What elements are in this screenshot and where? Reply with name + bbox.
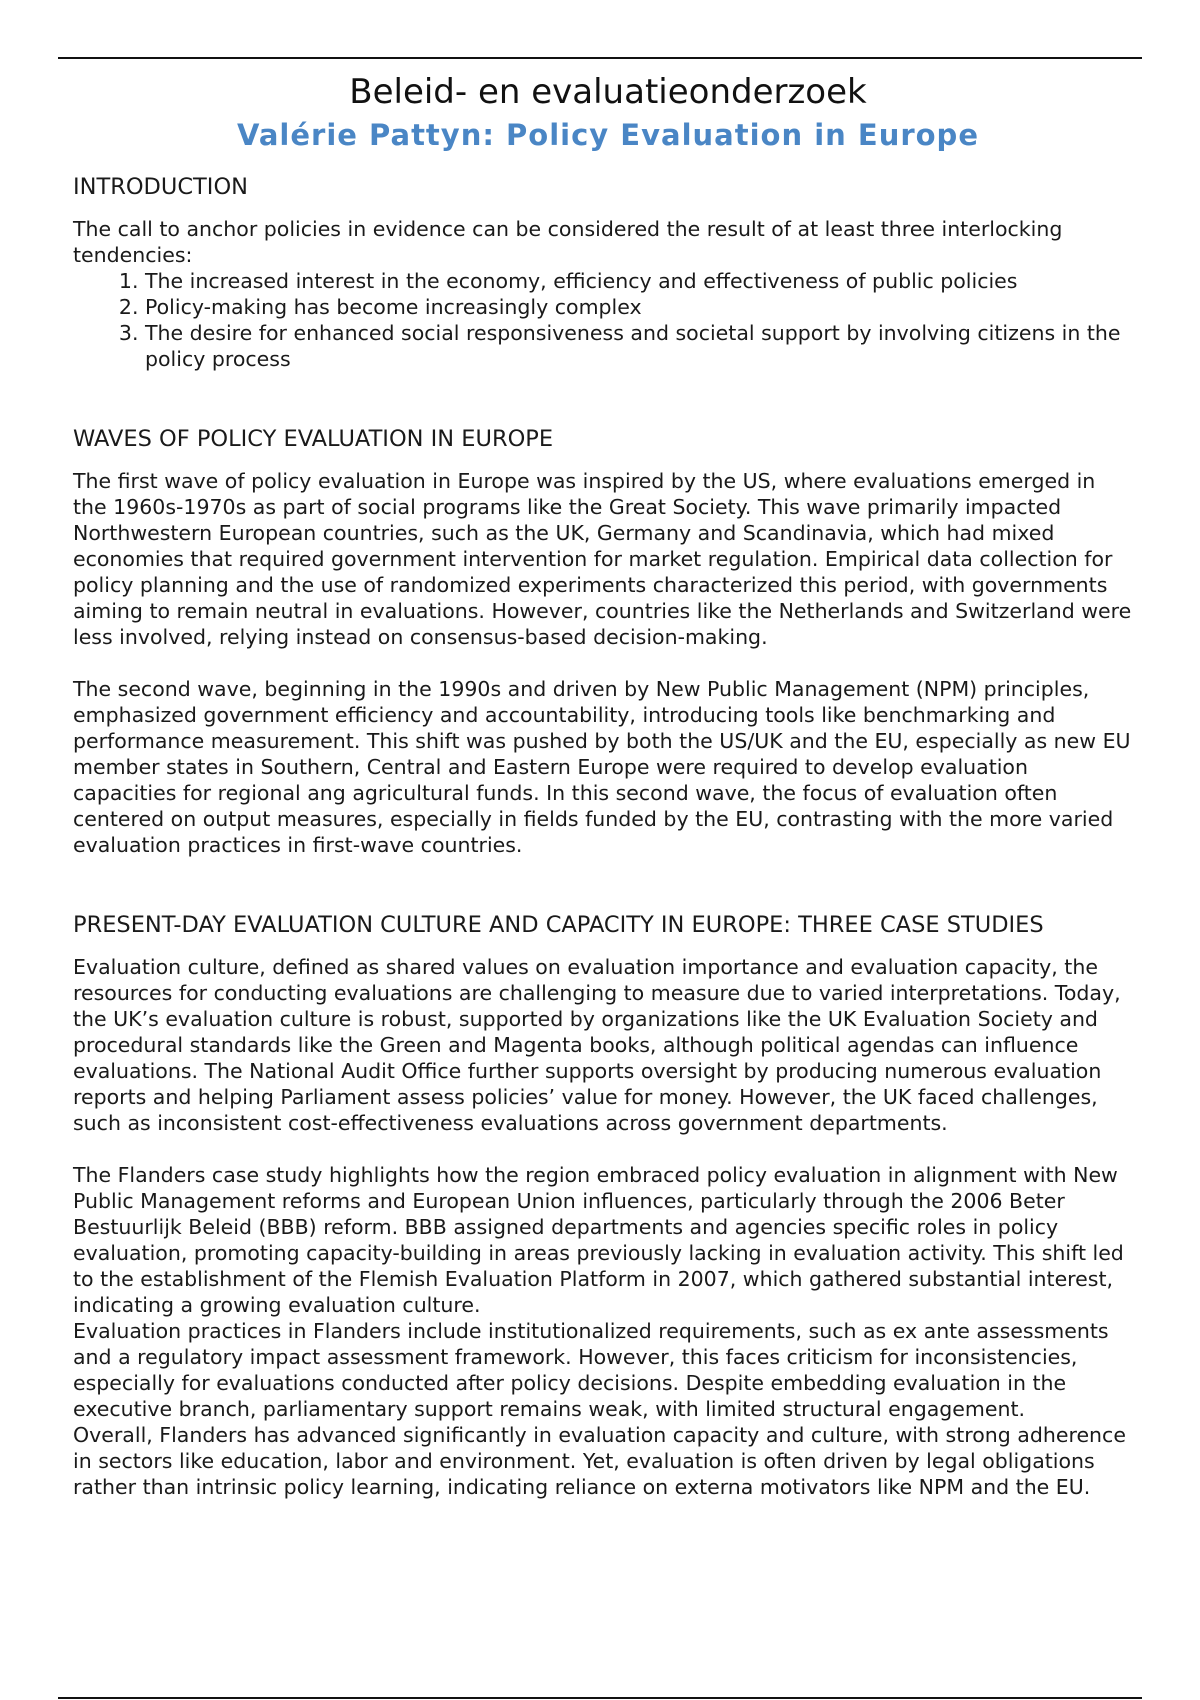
section-case-studies: [73, 910, 1133, 1500]
top-rule: [58, 57, 1142, 59]
paragraph: Overall, Flanders has advanced significantly in evaluation capacity and culture, with strong adherence in sectors like education, labor and environment. Yet, evaluation is often driven by legal obligations rather than intrinsic policy learning, indicating reliance on externa motivators like NPM and the EU.: [73, 1423, 1126, 1499]
list-item: 1. The increased interest in the economy, efficiency and effectiveness of public policies: [145, 268, 1133, 294]
paragraph: The first wave of policy evaluation in Europe was inspired by the US, where evaluations emerged in the 1960s-1970s as part of social programs like the Great Society. This wave primarily impacted Northwestern European countries, such as the UK, Germany and Scandinavia, which had mixed economies that required government intervention for market regulation. Empirical data collection for policy planning and the use of randomized experiments characterized this period, with governments aiming to remain neutral in evaluations. However, countries like the Netherlands and Switzerland were less involved, relying instead on consensus-based decision-making.: [73, 469, 1132, 649]
bottom-rule: [58, 1697, 1142, 1699]
section-heading: INTRODUCTION: [73, 174, 248, 200]
list-item: 3. The desire for enhanced social responsiveness and societal support by involving citizens in the policy process: [145, 320, 1133, 372]
paragraph: The Flanders case study highlights how the region embraced policy evaluation in alignment with New Public Management reforms and European Union influences, particularly through the 2006 Beter Bestuurlijk Beleid (BBB) reform. BBB assigned departments and agencies specific roles in policy evaluation, promoting capacity-building in areas previously lacking in evaluation activity. This shift led to the establishment of the Flemish Evaluation Platform in 2007, which gathered substantial interest, indicating a growing evaluation culture.: [73, 1163, 1124, 1317]
section-heading: WAVES OF POLICY EVALUATION IN EUROPE: [73, 426, 554, 452]
document-page: [73, 68, 1133, 1500]
document-title: Beleid- en evaluatieonderzoek: [349, 72, 867, 112]
section-spacer: [73, 372, 1133, 424]
paragraph: Evaluation practices in Flanders include institutionalized requirements, such as ex ante assessments and a regulatory impact assessment framework. However, this faces criticism for inconsistencies, especially for evaluations conducted after policy decisions. Despite embedding evaluation in the executive branch, parliamentary support remains weak, with limited structural engagement.: [73, 1319, 1109, 1421]
section-spacer: [73, 858, 1133, 910]
section-introduction: [73, 172, 1133, 372]
intro-paragraph: The call to anchor policies in evidence can be considered the result of at least three interlocking tendencies:: [73, 217, 1063, 267]
section-waves: [73, 424, 1133, 858]
list-item: 2. Policy-making has become increasingly complex: [145, 294, 1133, 320]
document-subtitle: Valérie Pattyn: Policy Evaluation in Europe: [236, 118, 979, 152]
paragraph: The second wave, beginning in the 1990s and driven by New Public Management (NPM) principles, emphasized government efficiency and accountability, introducing tools like benchmarking and performance measurement. This shift was pushed by both the US/UK and the EU, especially as new EU member states in Southern, Central and Eastern Europe were required to develop evaluation capacities for regional ang agricultural funds. In this second wave, the focus of evaluation often centered on output measures, especially in fields funded by the EU, contrasting with the more varied evaluation practices in first-wave countries.: [73, 677, 1131, 857]
section-heading: PRESENT-DAY EVALUATION CULTURE AND CAPACITY IN EUROPE: THREE CASE STUDIES: [73, 912, 1044, 938]
paragraph: Evaluation culture, defined as shared values on evaluation importance and evaluation capacity, the resources for conducting evaluations are challenging to measure due to varied interpretations. Today, the UK’s evaluation culture is robust, supported by organizations like the UK Evaluation Society and procedural standards like the Green and Magenta books, although political agendas can influence evaluations. The National Audit Office further supports oversight by producing numerous evaluation reports and helping Parliament assess policies’ value for money. However, the UK faced challenges, such as inconsistent cost-effectiveness evaluations across government departments.: [73, 955, 1121, 1135]
tendencies-list: [73, 268, 1133, 372]
